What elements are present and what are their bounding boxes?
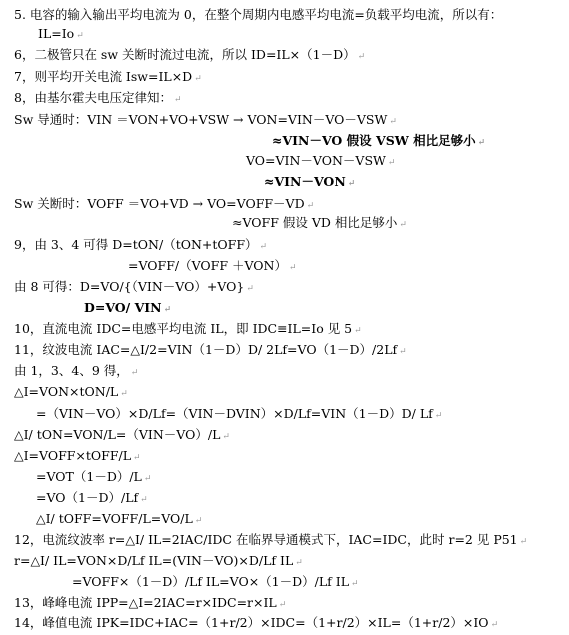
line-1: 5. 电容的输入输出平均电流为 0，在整个周期内电感平均电流=负载平均电流，所以有： <box>14 7 503 22</box>
line-17: 11，纹波电流 IAC=△I/2=VIN（1－D）D/ 2Lf=VO（1－D）/2Lf ↵ <box>14 342 407 357</box>
line-14: 由 8 可得：D=VO/{（VIN－VO）+VO} ↵ <box>14 279 254 294</box>
line-9: ≈VIN－VON ↵ <box>264 174 356 189</box>
line-13: =VOFF/（VOFF ＋VON） ↵ <box>128 258 297 273</box>
line-27: r=△I/ IL=VON×D/Lf IL=(VIN－VO)×D/Lf IL ↵ <box>14 553 303 568</box>
line-28: =VOFF×（1－D）/Lf IL=VO×（1－D）/Lf IL ↵ <box>72 574 359 589</box>
line-22: △I=VOFF×tOFF/L ↵ <box>14 448 141 463</box>
line-25: △I/ tOFF=VOFF/L=VO/L ↵ <box>36 511 203 526</box>
line-16: 10，直流电流 IDC=电感平均电流 IL，即 IDC≡IL=Io 见 5 ↵ <box>14 321 362 336</box>
line-6: Sw 导通时：VIN ＝VON+VO+VSW → VON=VIN－VO－VSW ↵ <box>14 112 397 127</box>
line-4: 7，则平均开关电流 Isw=IL×D ↵ <box>14 69 202 84</box>
line-8: VO=VIN－VON－VSW ↵ <box>246 153 396 168</box>
line-15: D=VO/ VIN ↵ <box>84 300 172 315</box>
line-2: IL=Io ↵ <box>38 26 84 41</box>
line-3: 6，二极管只在 sw 关断时流过电流，所以 ID=IL×（1－D） ↵ <box>14 47 366 62</box>
line-29: 13，峰峰电流 IPP=△I=2IAC=r×IDC=r×IL ↵ <box>14 595 287 610</box>
line-5: 8，由基尔霍夫电压定律知： ↵ <box>14 90 182 105</box>
line-11: ≈VOFF 假设 VD 相比足够小 ↵ <box>232 215 407 230</box>
line-19: △I=VON×tON/L ↵ <box>14 384 128 399</box>
line-30: 14，峰值电流 IPK=IDC+IAC=（1+r/2）×IDC=（1+r/2）×IL=（1+r/2）×IO ↵ <box>14 615 499 630</box>
line-18: 由 1，3、4、9 得， ↵ <box>14 363 139 378</box>
line-24: =VO（1－D）/Lf ↵ <box>36 490 148 505</box>
line-10: Sw 关断时：VOFF ＝VO+VD → VO=VOFF－VD ↵ <box>14 196 315 211</box>
line-26: 12，电流纹波率 r=△I/ IL=2IAC/IDC 在临界导通模式下，IAC=IDC，此时 r=2 见 P51 ↵ <box>14 532 528 547</box>
line-7: ≈VIN－VO 假设 VSW 相比足够小 ↵ <box>272 133 486 148</box>
line-23: =VOT（1－D）/L ↵ <box>36 469 152 484</box>
line-20: =（VIN－VO）×D/Lf=（VIN－DVIN）×D/Lf=VIN（1－D）D/ Lf ↵ <box>36 406 443 421</box>
line-21: △I/ tON=VON/L=（VIN－VO）/L ↵ <box>14 427 230 442</box>
line-12: 9，由 3、4 可得 D=tON/（tON+tOFF） ↵ <box>14 237 268 252</box>
